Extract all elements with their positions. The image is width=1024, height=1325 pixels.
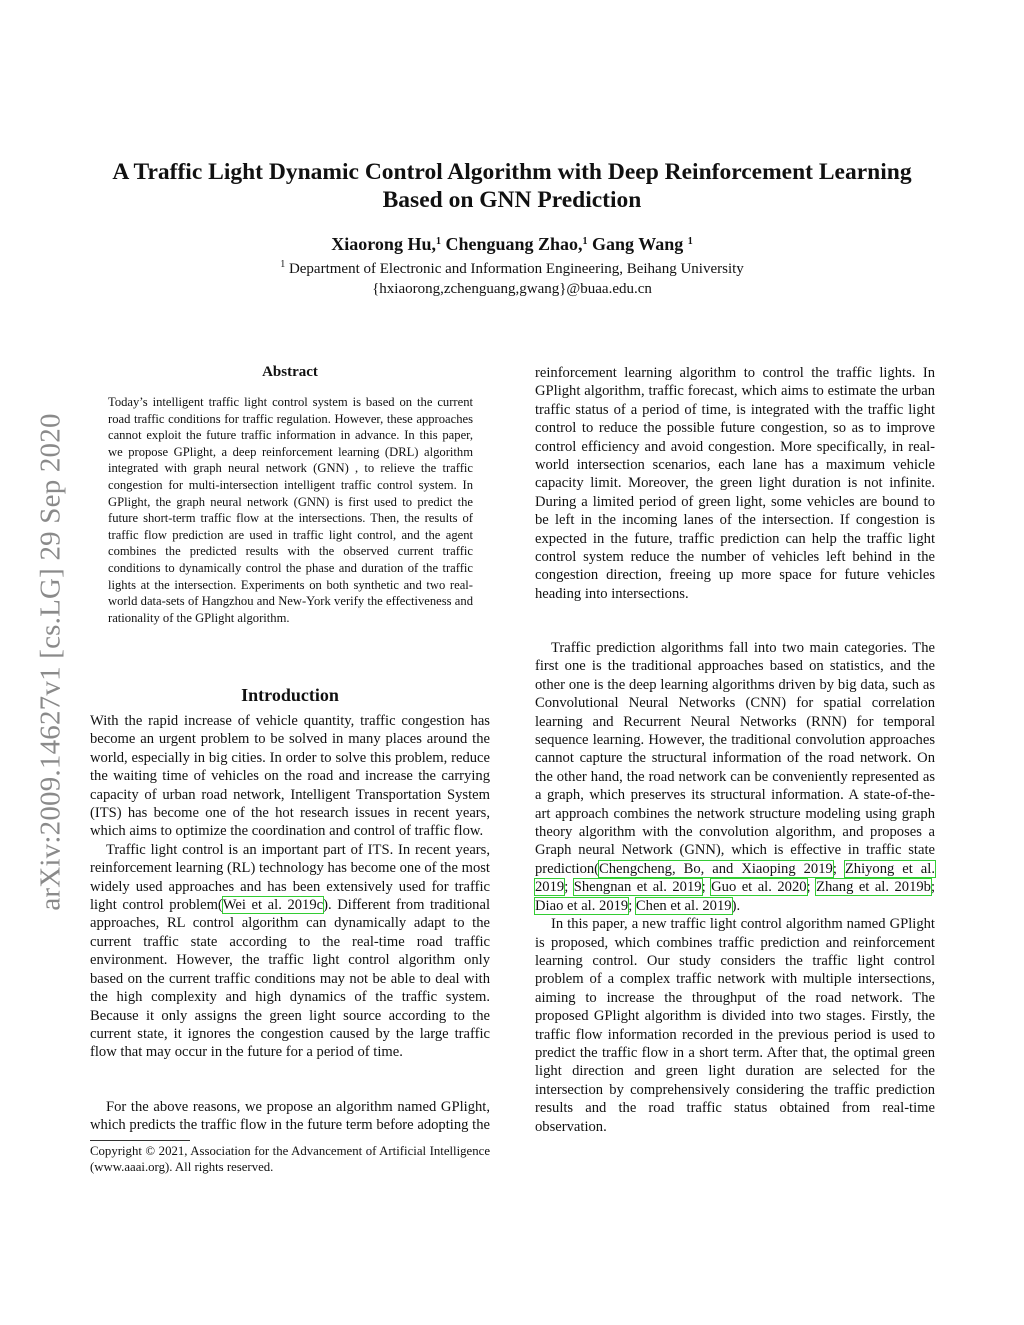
author-affil-mark: 1: [582, 236, 588, 247]
right-column: [535, 364, 935, 1136]
citation-separator: ;: [628, 897, 636, 914]
author-name: Chenguang Zhao,: [445, 234, 583, 254]
citation-link[interactable]: Guo et al. 2020: [711, 879, 807, 896]
abstract-body: Today’s intelligent traffic light control system is based on the current road traffic conditions for traffic regulation. However, these approaches cannot exploit the future traffic information in advance. In this paper, we propose GPlight, a deep reinforcement learning (DRL) algorithm integrated with graph neural network (GNN) , to relieve the traffic congestion for multi-intersection intelligent traffic control system. In GPlight, the graph neural network (GNN) is first used to predict the future short-term traffic flow at the intersections. Then, the results of traffic flow prediction are used in traffic light control, and the agent combines the predicted results with the observed current traffic conditions to dynamically control the phase and duration of the traffic lights at the intersection. Experiments on both synthetic and two real-world data-sets of Hangzhou and New-York verify the effectiveness and rationality of the GPlight algorithm.: [108, 395, 473, 625]
citation-separator: ;: [564, 879, 574, 896]
paragraph-text: Traffic prediction algorithms fall into two main categories. The first one is the traditional approaches based on statistics, and the other one is the deep learning algorithms driven by big data, such as Convolutional Neural Networks (CNN) for spatial correlation learning and Recurrent Neural Networks (RNN) for temporal sequence learning. However, the traditional convolution approaches cannot capture the structural information of the road network. On the other hand, the road network can be conveniently represented as a graph, which preserves its structural information. A state-of-the-art approach combines the network structure modeling using graph theory algorithm with the convolution algorithm, and proposes a Graph neural Network (GNN), which is effective in traffic state prediction(: [535, 640, 935, 877]
left-column-bottom: [90, 1098, 490, 1135]
citation-separator: ;: [806, 879, 817, 896]
author-list: [90, 232, 934, 256]
citation-link[interactable]: Wei et al. 2019c: [222, 897, 324, 914]
citation-link[interactable]: Zhang et al. 2019b: [816, 879, 931, 896]
citation-separator: ;: [930, 879, 936, 896]
intro-paragraph-3: For the above reasons, we propose an algorithm named GPlight, which predicts the traffic flow in the future term before adopting the: [90, 1099, 490, 1134]
arxiv-identifier: arXiv:2009.14627v1 [cs.LG] 29 Sep 2020: [34, 413, 67, 911]
author-affil-mark: 1: [435, 236, 441, 247]
citation-link[interactable]: Shengnan et al. 2019: [573, 879, 702, 896]
affiliation-mark: 1: [280, 259, 286, 270]
intro-paragraph-1: With the rapid increase of vehicle quantity, traffic congestion has become an urgent problem to be solved in many places around the world, especially in big cities. In order to solve this problem, reduce the waiting time of vehicles on the road and increase the carrying capacity of urban road network, Intelligent Transportation System (ITS) has become one of the hot research issues in recent years, which aims to optimize the coordination and control of traffic flow.: [90, 713, 490, 840]
paragraph-text: ). Different from traditional approaches, RL control algorithm can dynamically adapt to the current traffic state according to the real-time road traffic environment. However, the traffic light control algorithm only based on the current traffic conditions may not be able to deal with the high complexity and high dynamics of the traffic system. Because it only assigns the green light source according to the current state, it ignores the congestion caused by the large traffic flow that may occur in the future for a period of time.: [90, 897, 490, 1061]
left-column: [90, 712, 490, 1062]
footnote-rule: [90, 1140, 190, 1141]
citation-separator: ;: [832, 860, 845, 877]
intro-paragraph-5: In this paper, a new traffic light control algorithm named GPlight is proposed, which combines traffic prediction and reinforcement learning control. Our study considers the traffic light control problem of a complex traffic network with multiple intersections, aiming to increase the throughput of the road network. The proposed GPlight algorithm is divided into two stages. Firstly, the traffic flow information recorded in the previous period is used to predict the traffic flow in a short term. After that, the optimal green light direction and green light duration are selected for the intersection by comprehensively considering the traffic prediction results and the road traffic status obtained from real-time observation.: [535, 916, 935, 1135]
paragraph-text: ).: [731, 897, 741, 914]
affiliation-text: Department of Electronic and Information Engineering, Beihang University: [288, 261, 744, 277]
intro-paragraph-4: [535, 639, 935, 915]
paper-title: A Traffic Light Dynamic Control Algorithm with Deep Reinforcement Learning Based on GNN Prediction: [112, 159, 912, 213]
author-email: {hxiaorong,zchenguang,gwang}@buaa.edu.cn: [372, 281, 652, 297]
intro-paragraph-2: [90, 841, 490, 1062]
author-name: Xiaorong Hu,: [331, 234, 436, 254]
copyright-footnote: Copyright © 2021, Association for the Advancement of Artificial Intelligence (www.aaai.org). All rights reserved.: [90, 1144, 490, 1174]
abstract-heading: Abstract: [262, 364, 318, 380]
citation-link[interactable]: Chen et al. 2019: [635, 897, 732, 914]
paragraph-text: Traffic light control is an important part of ITS. In recent years, reinforcement learning (RL) technology has become one of the most widely used approaches and has been extensively used for traffic light control problem(: [90, 841, 490, 914]
introduction-heading: Introduction: [241, 685, 339, 705]
citation-link[interactable]: Diao et al. 2019: [535, 897, 629, 914]
citation-separator: ;: [701, 879, 712, 896]
paragraph-continuation: reinforcement learning algorithm to control the traffic lights. In GPlight algorithm, traffic forecast, which aims to estimate the urban traffic status of a period of time, is integrated with the traffic light control to reduce the possible future congestion, so as to improve control efficiency and avoid congestion. More specifically, in real-world intersection scenarios, each lane has a maximum vehicle capacity limit. Moreover, the green light duration is not infinite. During a limited period of green light, some vehicles are bound to be left in the incoming lanes of the intersection. If congestion is expected in the future, traffic prediction can help the traffic light control system reduce the number of vehicles left behind in the congestion direction, freeing up more space for future vehicles heading into intersections.: [535, 365, 935, 602]
citation-link[interactable]: Chengcheng, Bo, and Xiaoping 2019: [599, 860, 833, 877]
citation-link[interactable]: Zhiyong et al. 2019: [535, 860, 935, 896]
intro-paragraph-3-continued: [535, 364, 935, 639]
author-name: Gang Wang: [592, 234, 684, 254]
author-affil-mark: 1: [687, 236, 693, 247]
affiliation: [90, 259, 934, 279]
